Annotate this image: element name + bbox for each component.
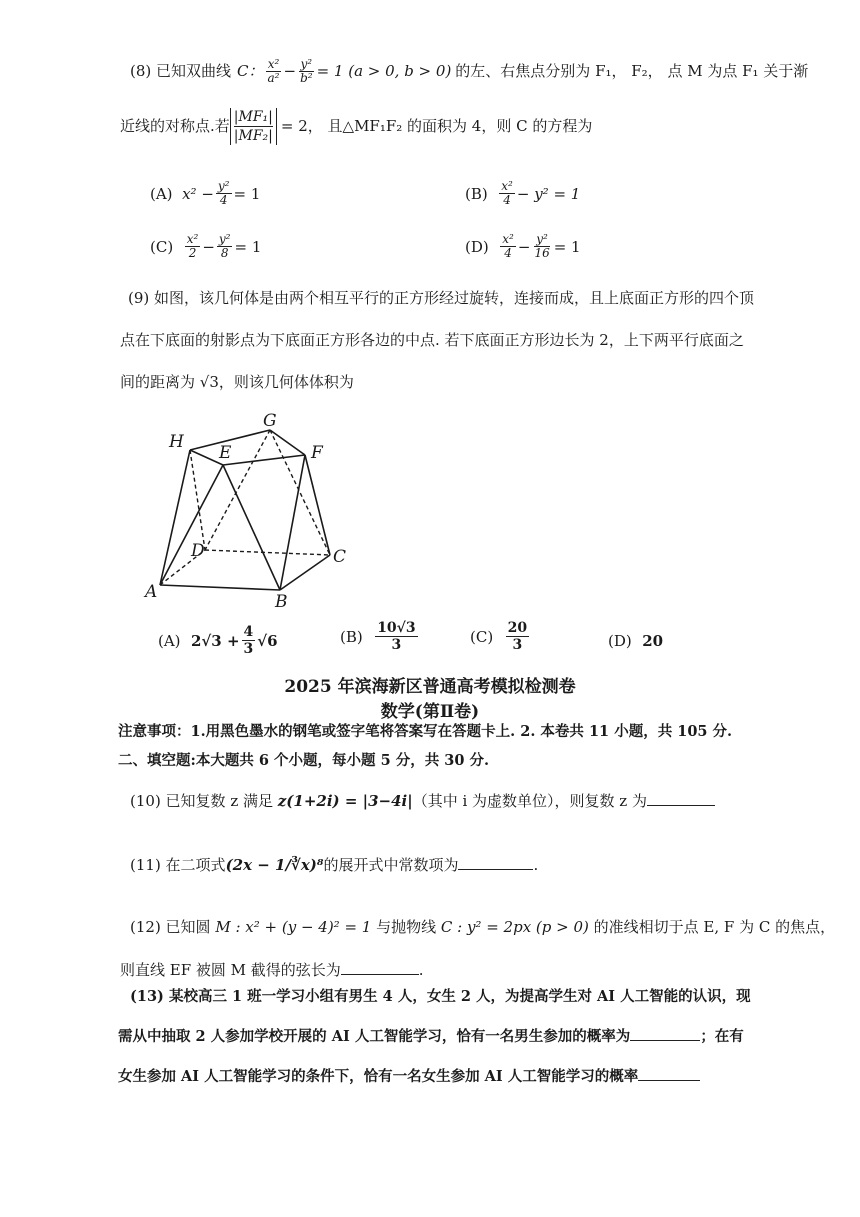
edge-BC [280,555,330,590]
edge-EB [223,465,280,590]
q8-line2 [120,108,592,145]
q9-line2: 点在下底面的射影点为下底面正方形各边的中点. 若下底面正方形边长为 2，上下两平行底面之 [120,331,744,349]
exam-subtitle: 数学(第Ⅱ卷) [380,702,480,722]
edge-HA [160,450,190,585]
q8-option-d[interactable]: (D) $\frac{\text{x²}}{4}$ − $\frac{\text{y²}}{16}$ = 1 [465,232,581,260]
edge-EF [223,455,305,465]
q8-option-a[interactable]: (A) x² − $\frac{\text{y²}}{4}$ = 1 [150,179,261,207]
exam-title: 2025 年滨海新区普通高考模拟检测卷 [284,677,576,697]
exam-notice: 注意事项：1.用黑色墨水的钢笔或签字笔将答案写在答题卡上. 2. 本卷共 11 小题，共 105 分. [118,723,733,740]
q10-answer-blank[interactable] [647,793,715,806]
section-heading: 二、填空题:本大题共 6 个小题，每小题 5 分，共 30 分. [118,752,490,769]
edge-HD-hidden [190,450,205,550]
label-A: A [145,582,158,602]
q11-binomial: (2x − 1/∛x)⁸ [225,856,324,874]
edge-GD-hidden [205,430,270,550]
q8-option-b[interactable]: (B) $\frac{\text{x²}}{4}$ − y² = 1 [465,179,581,207]
q12-line1: (12) 已知圆 M : x² + (y − 4)² = 1 与抛物线 C : y² = 2px (p > 0) 的准线相切于点 E, F 为 C 的焦点， [130,918,836,936]
q9-option-b[interactable]: (B) $\frac{10√3}{3}$ [340,620,416,653]
q13-answer-blank-2[interactable] [638,1068,700,1081]
q8-curve-label: C： [237,62,264,80]
q12-parabola: C : y² = 2px (p > 0) [440,918,589,936]
q11: (11) 在二项式(2x − 1/∛x)⁸的展开式中常数项为 . [130,856,539,874]
q12-circle: M : x² + (y − 4)² = 1 [215,918,372,936]
q8-option-c[interactable]: (C) $\frac{\text{x²}}{2}$ − $\frac{\text{y²}}{8}$ = 1 [150,232,262,260]
q13-line1: (13) 某校高三 1 班一学习小组有男生 4 人，女生 2 人，为提高学生对 AI 人工智能的认识，现 [130,988,751,1005]
label-D: D [191,541,205,561]
edge-GF [270,430,305,455]
q8-frac-y: $\frac{\text{y²}}{\text{b²}}$ [300,57,313,85]
edge-FB [280,455,305,590]
q9-line1: (9) 如图，该几何体是由两个相互平行的正方形经过旋转，连接而成，且上底面正方形的四个顶 [128,289,755,307]
edge-DC-hidden [205,550,330,555]
label-E: E [219,443,232,463]
q8-line1-rest: 的左、右焦点分别为 F₁， F₂， 点 M 为点 F₁ 关于渐 [455,62,809,80]
q13-answer-blank-1[interactable] [630,1028,700,1041]
q8-line2-rest: = 2， 且△MF₁F₂ 的面积为 4，则 C 的方程为 [280,117,593,135]
q10-equation: z(1+2i) = |3−4i| [277,792,413,810]
q8-line1: (8) 已知双曲线 C： $\frac{\text{x²}}{\text{a²}}$ − $\frac{\text{y²}}{\text{b²}}$ = 1 (a > 0, b > 0) 的左、右焦点分别为 F₁， F₂， 点 M 为点 F₁ 关于渐 [130,57,809,85]
q8-line2-intro: 近线的对称点.若 [120,117,230,135]
q8-frac-x: $\frac{\text{x²}}{\text{a²}}$ [267,57,280,85]
label-F: F [311,443,323,463]
label-B: B [275,592,288,610]
label-C: C [333,547,347,567]
q9-solid-figure [135,410,365,610]
q8-equation-condition: = 1 (a > 0, b > 0) [316,62,452,80]
q9-option-c[interactable]: (C) $\frac{20}{3}$ [470,620,528,653]
q11-answer-blank[interactable] [458,857,533,870]
q12-answer-blank[interactable] [341,962,419,975]
label-H: H [169,432,184,452]
q9-option-a[interactable]: (A) 2√3 + $\frac{4}{3}$ √6 [158,624,278,657]
q13-line2: 需从中抽取 2 人参加学校开展的 AI 人工智能学习，恰有一名男生参加的概率为 ；在有 [118,1028,744,1045]
edge-AB [160,585,280,590]
q12-line2: 则直线 EF 被圆 M 截得的弦长为 . [120,961,424,979]
edge-EA [160,465,223,585]
q9-option-d[interactable]: (D) 20 [608,632,664,650]
edge-FC [305,455,330,555]
label-G: G [263,411,277,431]
q8-intro: (8) 已知双曲线 [130,62,232,80]
q10: (10) 已知复数 z 满足 z(1+2i) = |3−4i|（其中 i 为虚数单位），则复数 z 为 [130,793,715,809]
q9-line3: 间的距离为 √3，则该几何体体积为 [120,373,354,391]
q13-line3: 女生参加 AI 人工智能学习的条件下，恰有一名女生参加 AI 人工智能学习的概率 [118,1068,700,1085]
q8-ratio: $\frac{\text{|MF₁|}}{\text{|MF₂|}}$ [230,108,277,145]
